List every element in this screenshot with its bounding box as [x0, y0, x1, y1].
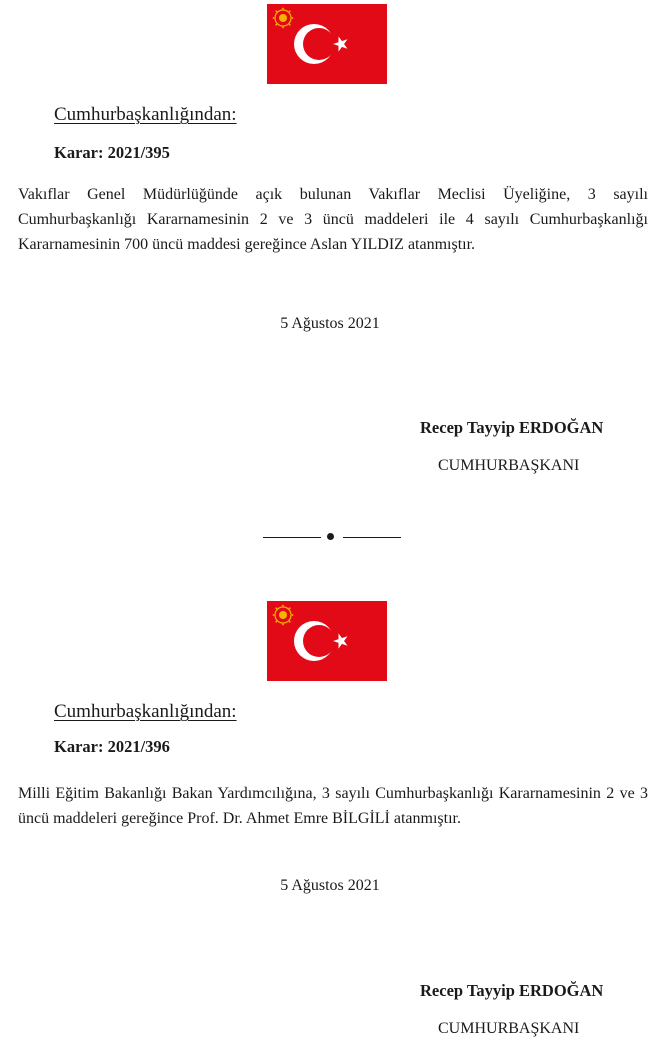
signer-name: Recep Tayyip ERDOĞAN — [420, 981, 604, 1000]
section-separator — [263, 530, 401, 544]
signer-name: Recep Tayyip ERDOĞAN — [420, 418, 604, 437]
issuer-heading: Cumhurbaşkanlığından: — [54, 104, 237, 125]
issuer-heading: Cumhurbaşkanlığından: — [54, 701, 237, 722]
turkish-flag-icon — [267, 601, 387, 681]
signer-title: CUMHURBAŞKANI — [438, 1020, 580, 1037]
separator-line-right — [343, 537, 401, 538]
decree-body: Milli Eğitim Bakanlığı Bakan Yardımcılığına, 3 sayılı Cumhurbaşkanlığı Kararnamesinin 2 ve 3 üncü maddeleri gereğince Prof. Dr. Ahmet Emre BİLGİLİ atanmıştır. — [18, 785, 648, 827]
decree-number: Karar: 2021/396 — [54, 737, 170, 756]
separator-line-left — [263, 537, 321, 538]
decree-number: Karar: 2021/395 — [54, 143, 170, 162]
turkish-flag-icon — [267, 4, 387, 84]
decree-body: Vakıflar Genel Müdürlüğünde açık bulunan Vakıflar Meclisi Üyeliğine, 3 sayılı Cumhurbaşkanlığı Kararnamesinin 2 ve 3 üncü maddeleri ile 4 sayılı Cumhurbaşkanlığı Kararnamesinin 700 üncü maddesi gereğince Aslan YILDIZ atanmıştır. — [18, 186, 648, 253]
separator-dot — [327, 533, 334, 540]
decree-date: 5 Ağustos 2021 — [280, 877, 380, 894]
decree-date: 5 Ağustos 2021 — [280, 315, 380, 332]
signer-title: CUMHURBAŞKANI — [438, 457, 580, 474]
